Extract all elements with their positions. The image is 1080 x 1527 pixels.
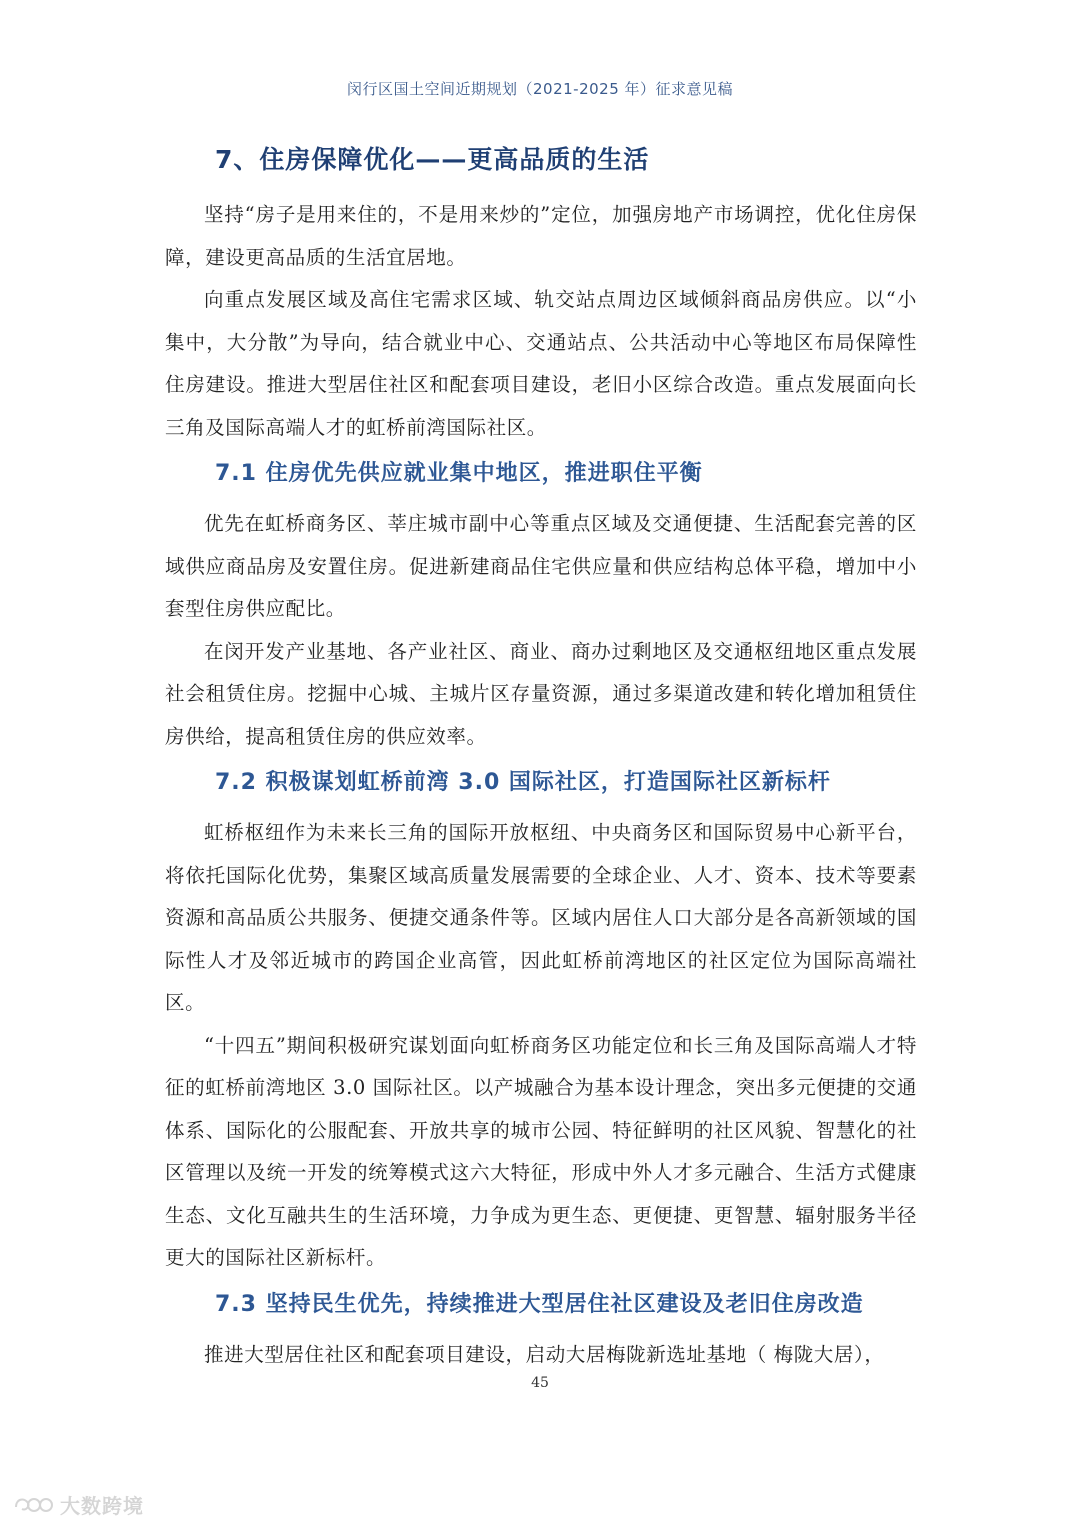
paragraph: 推进大型居住社区和配套项目建设，启动大居梅陇新选址基地（ 梅陇大居），	[204, 1342, 885, 1366]
running-header: 闵行区国土空间近期规划（2021-2025 年）征求意见稿	[346, 80, 734, 98]
page-content	[165, 138, 917, 1376]
subsection-title: 7.3 坚持民生优先，持续推进大型居住社区建设及老旧住房改造	[215, 1291, 864, 1317]
watermark-text: 大数跨境	[60, 1494, 144, 1518]
paragraph: 向重点发展区域及高住宅需求区域、轨交站点周边区域倾斜商品房供应。以“小集中，大分散”为导向，结合就业中心、交通站点、公共活动中心等地区布局保障性住房建设。推进大型居住社区和配套项目建设，老旧小区综合改造。重点发展面向长三角及国际高端人才的虹桥前湾国际社区。	[165, 288, 917, 439]
page-number: 45	[531, 1375, 549, 1391]
section-title: 7、住房保障优化——更高品质的生活	[215, 145, 650, 174]
brand-logo-icon	[12, 1493, 54, 1517]
subsection-title: 7.1 住房优先供应就业集中地区，推进职住平衡	[215, 461, 703, 486]
subsection-title: 7.2 积极谋划虹桥前湾 3.0 国际社区，打造国际社区新标杆	[215, 770, 831, 795]
watermark	[12, 1490, 144, 1519]
paragraph: 优先在虹桥商务区、莘庄城市副中心等重点区域及交通便捷、生活配套完善的区域供应商品房及安置住房。促进新建商品住宅供应量和供应结构总体平稳，增加中小套型住房供应配比。	[165, 512, 917, 620]
paragraph: 虹桥枢纽作为未来长三角的国际开放枢纽、中央商务区和国际贸易中心新平台，将依托国际化优势，集聚区域高质量发展需要的全球企业、人才、资本、技术等要素资源和高品质公共服务、便捷交通条件等。区域内居住人口大部分是各高新领域的国际性人才及邻近城市的跨国企业高管，因此虹桥前湾地区的社区定位为国际高端社区。	[165, 821, 917, 1014]
paragraph: 坚持“房子是用来住的，不是用来炒的”定位，加强房地产市场调控，优化住房保障，建设更高品质的生活宜居地。	[165, 203, 917, 269]
paragraph: 在闵开发产业基地、各产业社区、商业、商办过剩地区及交通枢纽地区重点发展社会租赁住房。挖掘中心城、主城片区存量资源，通过多渠道改建和转化增加租赁住房供给，提高租赁住房的供应效率。	[165, 639, 917, 748]
paragraph: “十四五”期间积极研究谋划面向虹桥商务区功能定位和长三角及国际高端人才特征的虹桥前湾地区 3.0 国际社区。以产城融合为基本设计理念，突出多元便捷的交通体系、国际化的公服配套、开放共享的城市公园、特征鲜明的社区风貌、智慧化的社区管理以及统一开发的统筹模式这六大特征，形成中外人才多元融合、生活方式健康生态、文化互融共生的生活环境，力争成为更生态、更便捷、更智慧、辐射服务半径更大的国际社区新标杆。	[165, 1033, 917, 1269]
